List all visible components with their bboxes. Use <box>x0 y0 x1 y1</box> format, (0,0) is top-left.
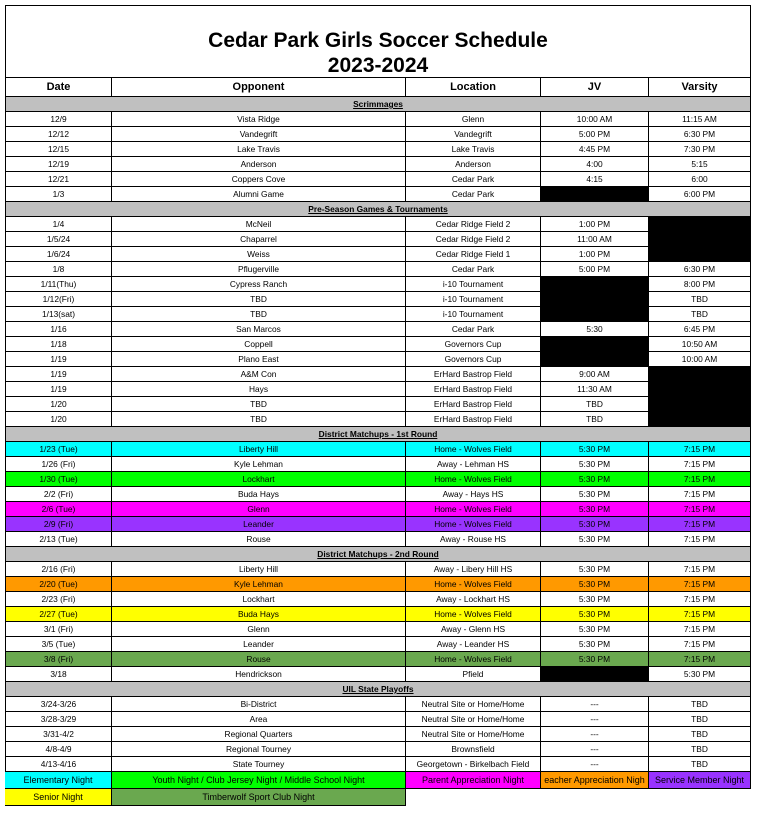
cell-jv <box>541 667 649 682</box>
header-opponent: Opponent <box>112 77 406 97</box>
cell-opponent: Alumni Game <box>112 187 406 202</box>
cell-location: Neutral Site or Home/Home <box>406 727 541 742</box>
cell-varsity <box>649 382 751 397</box>
cell-location: Georgetown - Birkelbach Field <box>406 757 541 772</box>
cell-date: 12/21 <box>5 172 112 187</box>
schedule-body <box>5 97 757 772</box>
cell-jv <box>541 307 649 322</box>
cell-location: Away - Hays HS <box>406 487 541 502</box>
cell-varsity: 7:15 PM <box>649 442 751 457</box>
cell-opponent: Weiss <box>112 247 406 262</box>
cell-varsity: TBD <box>649 727 751 742</box>
cell-varsity: 7:15 PM <box>649 622 751 637</box>
cell-varsity: 10:00 AM <box>649 352 751 367</box>
cell-jv: 1:00 PM <box>541 247 649 262</box>
cell-date: 1/20 <box>5 397 112 412</box>
legend-item: eacher Appreciation Nigh <box>541 772 649 789</box>
legend-item: Parent Appreciation Night <box>406 772 541 789</box>
cell-opponent: Glenn <box>112 502 406 517</box>
cell-date: 4/13-4/16 <box>5 757 112 772</box>
legend-row-1 <box>5 772 757 789</box>
section-title: District Matchups - 2nd Round <box>317 549 439 559</box>
cell-opponent: Lockhart <box>112 592 406 607</box>
cell-varsity: 11:15 AM <box>649 112 751 127</box>
table-row <box>5 517 757 532</box>
cell-location: Cedar Ridge Field 2 <box>406 232 541 247</box>
cell-date: 4/8-4/9 <box>5 742 112 757</box>
table-row <box>5 217 757 232</box>
legend-item: Senior Night <box>5 789 112 806</box>
table-row <box>5 412 757 427</box>
table-row <box>5 262 757 277</box>
cell-varsity: TBD <box>649 697 751 712</box>
cell-opponent: Kyle Lehman <box>112 457 406 472</box>
cell-jv: 11:30 AM <box>541 382 649 397</box>
cell-opponent: Plano East <box>112 352 406 367</box>
cell-varsity: 8:00 PM <box>649 277 751 292</box>
cell-location: Governors Cup <box>406 337 541 352</box>
cell-jv: 5:30 PM <box>541 502 649 517</box>
cell-date: 3/1 (Fri) <box>5 622 112 637</box>
cell-opponent: Leander <box>112 517 406 532</box>
cell-date: 1/20 <box>5 412 112 427</box>
cell-date: 2/23 (Fri) <box>5 592 112 607</box>
cell-varsity: 7:15 PM <box>649 592 751 607</box>
cell-date: 3/24-3/26 <box>5 697 112 712</box>
cell-jv: 5:30 PM <box>541 577 649 592</box>
cell-jv: --- <box>541 742 649 757</box>
section-title: UIL State Playoffs <box>342 684 414 694</box>
cell-jv: 4:00 <box>541 157 649 172</box>
cell-date: 1/13(sat) <box>5 307 112 322</box>
cell-date: 1/19 <box>5 367 112 382</box>
cell-jv <box>541 337 649 352</box>
cell-location: i-10 Tournament <box>406 277 541 292</box>
cell-opponent: Vandegrift <box>112 127 406 142</box>
cell-opponent: TBD <box>112 307 406 322</box>
cell-jv: 10:00 AM <box>541 112 649 127</box>
cell-jv: 4:45 PM <box>541 142 649 157</box>
cell-location: Glenn <box>406 112 541 127</box>
table-row <box>5 742 757 757</box>
section-header <box>5 97 757 112</box>
cell-jv: 5:30 PM <box>541 532 649 547</box>
table-row <box>5 652 757 667</box>
header-location: Location <box>406 77 541 97</box>
cell-opponent: Cypress Ranch <box>112 277 406 292</box>
cell-location: Home - Wolves Field <box>406 442 541 457</box>
cell-jv: 5:30 PM <box>541 472 649 487</box>
cell-location: i-10 Tournament <box>406 292 541 307</box>
cell-date: 1/26 (Fri) <box>5 457 112 472</box>
cell-varsity: 10:50 AM <box>649 337 751 352</box>
cell-location: Home - Wolves Field <box>406 517 541 532</box>
cell-jv <box>541 292 649 307</box>
cell-location: Neutral Site or Home/Home <box>406 697 541 712</box>
cell-opponent: Leander <box>112 637 406 652</box>
cell-date: 2/6 (Tue) <box>5 502 112 517</box>
cell-opponent: Kyle Lehman <box>112 577 406 592</box>
legend-item: Youth Night / Club Jersey Night / Middle School Night <box>112 772 406 789</box>
cell-location: Lake Travis <box>406 142 541 157</box>
header-varsity: Varsity <box>649 77 751 97</box>
schedule-title <box>5 5 751 77</box>
cell-varsity: 5:30 PM <box>649 667 751 682</box>
table-row <box>5 712 757 727</box>
cell-date: 1/23 (Tue) <box>5 442 112 457</box>
cell-varsity: 6:00 PM <box>649 187 751 202</box>
table-row <box>5 592 757 607</box>
table-row <box>5 112 757 127</box>
cell-jv: 11:00 AM <box>541 232 649 247</box>
cell-jv: 5:30 PM <box>541 457 649 472</box>
cell-location: ErHard Bastrop Field <box>406 412 541 427</box>
cell-date: 2/2 (Fri) <box>5 487 112 502</box>
cell-location: Home - Wolves Field <box>406 607 541 622</box>
table-row <box>5 607 757 622</box>
cell-jv: --- <box>541 757 649 772</box>
section-header <box>5 427 757 442</box>
table-row <box>5 637 757 652</box>
cell-date: 3/31-4/2 <box>5 727 112 742</box>
cell-jv <box>541 352 649 367</box>
cell-opponent: Liberty Hill <box>112 562 406 577</box>
cell-location: Neutral Site or Home/Home <box>406 712 541 727</box>
cell-varsity: 7:15 PM <box>649 562 751 577</box>
cell-date: 1/5/24 <box>5 232 112 247</box>
table-row <box>5 277 757 292</box>
table-row <box>5 367 757 382</box>
cell-opponent: Pflugerville <box>112 262 406 277</box>
title-line-1: Cedar Park Girls Soccer Schedule <box>208 29 548 52</box>
cell-date: 1/6/24 <box>5 247 112 262</box>
table-row <box>5 532 757 547</box>
cell-jv: --- <box>541 727 649 742</box>
table-row <box>5 667 757 682</box>
cell-date: 2/27 (Tue) <box>5 607 112 622</box>
cell-location: Cedar Park <box>406 187 541 202</box>
table-row <box>5 172 757 187</box>
cell-location: Anderson <box>406 157 541 172</box>
cell-jv: 5:30 PM <box>541 622 649 637</box>
cell-opponent: Rouse <box>112 652 406 667</box>
cell-date: 1/30 (Tue) <box>5 472 112 487</box>
cell-jv: 5:30 PM <box>541 562 649 577</box>
cell-opponent: Hendrickson <box>112 667 406 682</box>
cell-jv: 9:00 AM <box>541 367 649 382</box>
cell-opponent: Area <box>112 712 406 727</box>
cell-jv <box>541 187 649 202</box>
table-row <box>5 562 757 577</box>
cell-location: Cedar Park <box>406 172 541 187</box>
table-row <box>5 232 757 247</box>
table-row <box>5 142 757 157</box>
cell-opponent: Coppers Cove <box>112 172 406 187</box>
cell-opponent: Vista Ridge <box>112 112 406 127</box>
legend-row-2 <box>5 789 757 806</box>
cell-date: 1/19 <box>5 352 112 367</box>
table-row <box>5 337 757 352</box>
section-header <box>5 682 757 697</box>
cell-varsity: 7:30 PM <box>649 142 751 157</box>
cell-location: Away - Libery Hill HS <box>406 562 541 577</box>
cell-date: 2/16 (Fri) <box>5 562 112 577</box>
table-row <box>5 472 757 487</box>
cell-varsity: 7:15 PM <box>649 637 751 652</box>
cell-opponent: McNeil <box>112 217 406 232</box>
cell-varsity: 7:15 PM <box>649 472 751 487</box>
section-header <box>5 547 757 562</box>
table-row <box>5 247 757 262</box>
cell-location: Cedar Park <box>406 262 541 277</box>
cell-jv: 5:30 PM <box>541 652 649 667</box>
cell-varsity: 7:15 PM <box>649 457 751 472</box>
table-row <box>5 727 757 742</box>
cell-opponent: TBD <box>112 412 406 427</box>
cell-date: 12/19 <box>5 157 112 172</box>
cell-location: Away - Lehman HS <box>406 457 541 472</box>
cell-date: 1/12(Fri) <box>5 292 112 307</box>
cell-date: 1/18 <box>5 337 112 352</box>
table-row <box>5 622 757 637</box>
table-row <box>5 457 757 472</box>
header-date: Date <box>5 77 112 97</box>
cell-varsity <box>649 367 751 382</box>
cell-location: Home - Wolves Field <box>406 577 541 592</box>
schedule-sheet <box>5 5 757 806</box>
cell-date: 1/11(Thu) <box>5 277 112 292</box>
cell-varsity: TBD <box>649 292 751 307</box>
section-header <box>5 202 757 217</box>
cell-jv: 5:30 PM <box>541 592 649 607</box>
cell-varsity <box>649 412 751 427</box>
table-row <box>5 697 757 712</box>
cell-varsity: TBD <box>649 712 751 727</box>
cell-jv <box>541 277 649 292</box>
cell-opponent: Bi-District <box>112 697 406 712</box>
cell-location: Away - Lockhart HS <box>406 592 541 607</box>
table-row <box>5 307 757 322</box>
table-row <box>5 187 757 202</box>
cell-date: 3/18 <box>5 667 112 682</box>
cell-jv: --- <box>541 712 649 727</box>
cell-opponent: TBD <box>112 292 406 307</box>
cell-opponent: Hays <box>112 382 406 397</box>
cell-date: 1/16 <box>5 322 112 337</box>
section-title: Scrimmages <box>353 99 403 109</box>
cell-location: Cedar Ridge Field 1 <box>406 247 541 262</box>
cell-opponent: San Marcos <box>112 322 406 337</box>
cell-jv: TBD <box>541 397 649 412</box>
cell-opponent: Buda Hays <box>112 487 406 502</box>
cell-jv: 5:30 PM <box>541 637 649 652</box>
cell-varsity <box>649 247 751 262</box>
cell-opponent: TBD <box>112 397 406 412</box>
cell-jv: --- <box>541 697 649 712</box>
table-row <box>5 382 757 397</box>
cell-date: 1/3 <box>5 187 112 202</box>
cell-opponent: A&M Con <box>112 367 406 382</box>
cell-location: Away - Leander HS <box>406 637 541 652</box>
cell-varsity: 6:00 <box>649 172 751 187</box>
header-row <box>5 77 757 97</box>
cell-date: 12/12 <box>5 127 112 142</box>
cell-location: i-10 Tournament <box>406 307 541 322</box>
table-row <box>5 127 757 142</box>
cell-varsity: 5:15 <box>649 157 751 172</box>
table-row <box>5 322 757 337</box>
cell-date: 12/9 <box>5 112 112 127</box>
cell-opponent: Rouse <box>112 532 406 547</box>
table-row <box>5 577 757 592</box>
cell-jv: 5:30 PM <box>541 487 649 502</box>
cell-varsity: 7:15 PM <box>649 532 751 547</box>
cell-varsity: 7:15 PM <box>649 652 751 667</box>
cell-jv: 1:00 PM <box>541 217 649 232</box>
table-row <box>5 442 757 457</box>
cell-opponent: Regional Quarters <box>112 727 406 742</box>
cell-jv: 5:00 PM <box>541 127 649 142</box>
cell-jv: 5:30 <box>541 322 649 337</box>
cell-date: 3/8 (Fri) <box>5 652 112 667</box>
table-row <box>5 352 757 367</box>
cell-varsity: TBD <box>649 757 751 772</box>
cell-varsity: 6:45 PM <box>649 322 751 337</box>
cell-date: 12/15 <box>5 142 112 157</box>
cell-location: Away - Glenn HS <box>406 622 541 637</box>
cell-opponent: Coppell <box>112 337 406 352</box>
cell-opponent: Lake Travis <box>112 142 406 157</box>
cell-varsity: 6:30 PM <box>649 127 751 142</box>
cell-location: Cedar Ridge Field 2 <box>406 217 541 232</box>
cell-opponent: State Tourney <box>112 757 406 772</box>
title-line-2: 2023-2024 <box>327 54 429 77</box>
section-title: District Matchups - 1st Round <box>318 429 438 439</box>
cell-date: 2/9 (Fri) <box>5 517 112 532</box>
table-row <box>5 757 757 772</box>
cell-date: 2/20 (Tue) <box>5 577 112 592</box>
section-title: Pre-Season Games & Tournaments <box>308 204 448 214</box>
cell-varsity: 7:15 PM <box>649 607 751 622</box>
cell-opponent: Regional Tourney <box>112 742 406 757</box>
cell-opponent: Chaparrel <box>112 232 406 247</box>
cell-jv: TBD <box>541 412 649 427</box>
table-row <box>5 487 757 502</box>
cell-date: 1/4 <box>5 217 112 232</box>
cell-location: Home - Wolves Field <box>406 472 541 487</box>
cell-opponent: Anderson <box>112 157 406 172</box>
cell-jv: 5:30 PM <box>541 442 649 457</box>
table-row <box>5 292 757 307</box>
cell-location: Brownsfield <box>406 742 541 757</box>
cell-location: Home - Wolves Field <box>406 502 541 517</box>
cell-varsity: 7:15 PM <box>649 517 751 532</box>
cell-varsity: 6:30 PM <box>649 262 751 277</box>
cell-date: 2/13 (Tue) <box>5 532 112 547</box>
cell-opponent: Liberty Hill <box>112 442 406 457</box>
cell-jv: 5:30 PM <box>541 607 649 622</box>
cell-location: ErHard Bastrop Field <box>406 367 541 382</box>
cell-varsity: TBD <box>649 742 751 757</box>
cell-location: Vandegrift <box>406 127 541 142</box>
legend-item: Timberwolf Sport Club Night <box>112 789 406 806</box>
cell-varsity: 7:15 PM <box>649 577 751 592</box>
cell-varsity <box>649 397 751 412</box>
cell-opponent: Glenn <box>112 622 406 637</box>
cell-date: 3/28-3/29 <box>5 712 112 727</box>
cell-location: Cedar Park <box>406 322 541 337</box>
cell-varsity <box>649 232 751 247</box>
legend-item: Service Member Night <box>649 772 751 789</box>
cell-varsity: 7:15 PM <box>649 487 751 502</box>
cell-date: 3/5 (Tue) <box>5 637 112 652</box>
cell-varsity: 7:15 PM <box>649 502 751 517</box>
cell-location: ErHard Bastrop Field <box>406 397 541 412</box>
cell-location: ErHard Bastrop Field <box>406 382 541 397</box>
cell-location: Governors Cup <box>406 352 541 367</box>
cell-opponent: Lockhart <box>112 472 406 487</box>
cell-jv: 5:30 PM <box>541 517 649 532</box>
table-row <box>5 502 757 517</box>
header-jv: JV <box>541 77 649 97</box>
cell-jv: 5:00 PM <box>541 262 649 277</box>
cell-date: 1/8 <box>5 262 112 277</box>
cell-date: 1/19 <box>5 382 112 397</box>
table-row <box>5 397 757 412</box>
table-row <box>5 157 757 172</box>
legend-item: Elementary Night <box>5 772 112 789</box>
cell-location: Away - Rouse HS <box>406 532 541 547</box>
cell-location: Home - Wolves Field <box>406 652 541 667</box>
cell-location: Pfield <box>406 667 541 682</box>
cell-varsity <box>649 217 751 232</box>
cell-opponent: Buda Hays <box>112 607 406 622</box>
cell-jv: 4:15 <box>541 172 649 187</box>
cell-varsity: TBD <box>649 307 751 322</box>
